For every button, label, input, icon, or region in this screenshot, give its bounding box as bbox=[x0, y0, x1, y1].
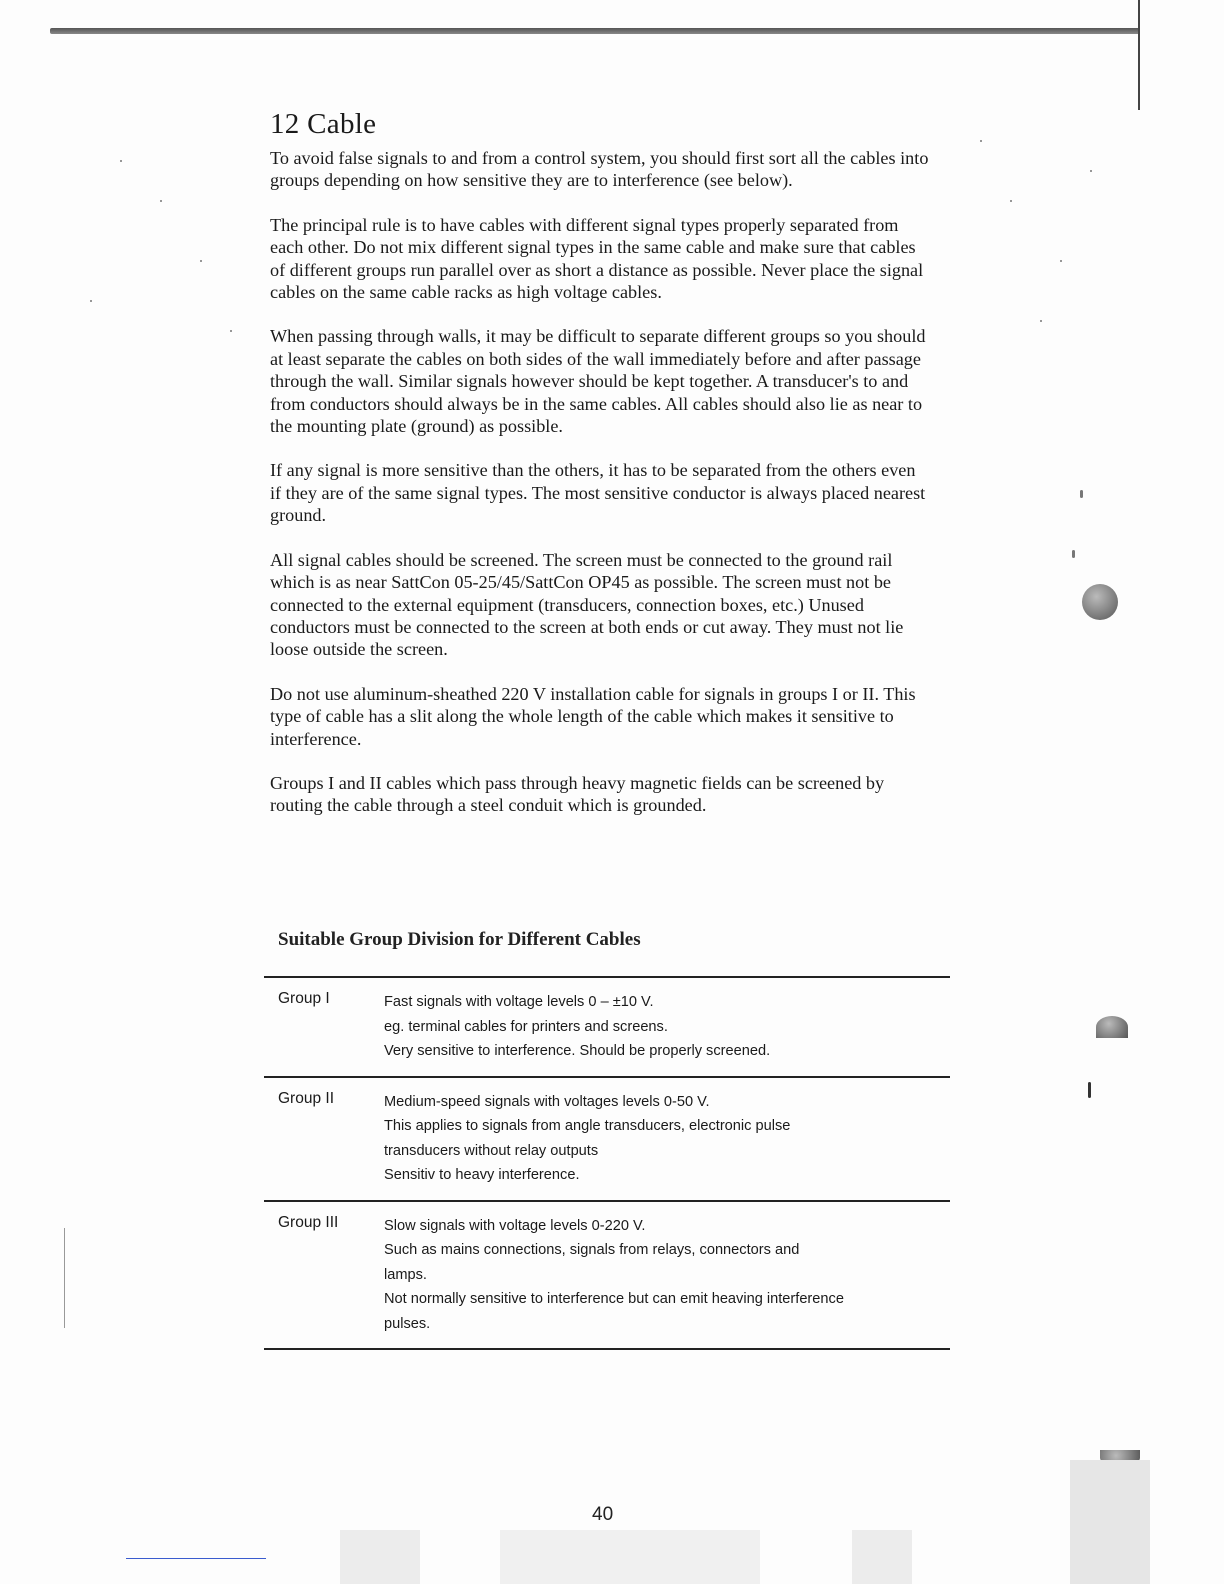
paragraph-6: Do not use aluminum-sheathed 220 V installation cable for signals in groups I or II. This type of cable has a slit along the whole length of the cable which makes it sensitive to interference. bbox=[270, 683, 916, 749]
scan-speck bbox=[90, 300, 92, 302]
page-edge-line bbox=[1138, 0, 1140, 110]
group-description bbox=[384, 1214, 844, 1337]
paragraph-1: To avoid false signals to and from a control system, you should first sort all the cables into groups depending on how sensitive they are to interference (see below). bbox=[270, 148, 929, 191]
group-description bbox=[384, 1090, 790, 1188]
description-line: Fast signals with voltage levels 0 – ±10 V. bbox=[384, 994, 654, 1010]
description-line: Sensitiv to heavy interference. bbox=[384, 1167, 580, 1183]
scan-speck bbox=[230, 330, 232, 332]
description-line: Medium-speed signals with voltages levels 0-50 V. bbox=[384, 1093, 710, 1110]
group-name: Group II bbox=[278, 1089, 334, 1107]
scan-speck bbox=[1040, 320, 1042, 322]
table-row bbox=[264, 1076, 950, 1200]
scan-shading bbox=[340, 1530, 420, 1584]
scan-speck bbox=[160, 200, 162, 202]
description-line: Not normally sensitive to interference but can emit heaving interference bbox=[384, 1291, 844, 1307]
scan-line bbox=[126, 1558, 266, 1559]
table-row bbox=[264, 976, 950, 1076]
paragraph-2: The principal rule is to have cables with different signal types properly separated from each other. Do not mix different signal types in the same cable and make sure that cables of different groups run parallel over as short a distance as possible. Never place the signal cables on the same cable racks as high voltage cables. bbox=[270, 214, 924, 303]
description-line: lamps. bbox=[384, 1266, 427, 1283]
scan-speck bbox=[1080, 490, 1083, 498]
table-row bbox=[264, 1200, 950, 1351]
scan-line bbox=[64, 1228, 65, 1328]
group-division-table bbox=[264, 976, 950, 1350]
scan-shading bbox=[852, 1530, 912, 1584]
description-line: transducers without relay outputs bbox=[384, 1142, 599, 1159]
scan-speck bbox=[1072, 550, 1075, 558]
description-line: This applies to signals from angle transducers, electronic pulse bbox=[384, 1118, 791, 1134]
scan-speck bbox=[1010, 200, 1012, 202]
scan-shading bbox=[1070, 1460, 1150, 1584]
group-name: Group III bbox=[278, 1213, 339, 1231]
description-line: Very sensitive to interference. Should be properly screened. bbox=[384, 1043, 771, 1059]
table-title: Suitable Group Division for Different Cables bbox=[278, 929, 641, 950]
scan-speck bbox=[1060, 260, 1062, 262]
paragraph-4: If any signal is more sensitive than the others, it has to be separated from the others even if they are of the same signal types. The most sensitive conductor is always placed nearest ground. bbox=[270, 460, 926, 526]
scan-speck bbox=[1090, 170, 1092, 172]
scan-speck bbox=[980, 140, 982, 142]
description-line: Slow signals with voltage levels 0-220 V. bbox=[384, 1217, 646, 1234]
section-title: 12 Cable bbox=[270, 108, 377, 140]
paragraph-3: When passing through walls, it may be difficult to separate different groups so you should at least separate the cables on both sides of the wall immediately before and after passage through the wall. Similar signals however should be kept together. A transducer's to and from conductors should always be in the same cables. All cables should also lie as near to the mounting plate (ground) as possible. bbox=[270, 326, 926, 437]
top-rule bbox=[50, 28, 1140, 34]
description-line: Such as mains connections, signals from relays, connectors and bbox=[384, 1242, 800, 1258]
scan-blot bbox=[1082, 584, 1118, 620]
paragraph-5: All signal cables should be screened. The screen must be connected to the ground rail which is as near SattCon 05-25/45/SattCon OP45 as possible. The screen must not be connected to the external equipment (transducers, connection boxes, etc.) Unused conductors must be connected to the screen at both ends or cut away. They must not lie loose outside the screen. bbox=[270, 549, 904, 660]
group-description bbox=[384, 990, 770, 1064]
scan-shading bbox=[500, 1530, 760, 1584]
scan-speck bbox=[120, 160, 122, 162]
body-content bbox=[270, 108, 930, 839]
description-line: pulses. bbox=[384, 1315, 431, 1332]
paragraph-7: Groups I and II cables which pass through heavy magnetic fields can be screened by routing the cable through a steel conduit which is grounded. bbox=[270, 772, 885, 816]
scan-speck bbox=[1088, 1082, 1091, 1098]
group-name: Group I bbox=[278, 990, 330, 1007]
scan-blot bbox=[1096, 1016, 1128, 1038]
description-line: eg. terminal cables for printers and screens. bbox=[384, 1018, 668, 1035]
page-number: 40 bbox=[592, 1504, 614, 1525]
scan-speck bbox=[200, 260, 202, 262]
